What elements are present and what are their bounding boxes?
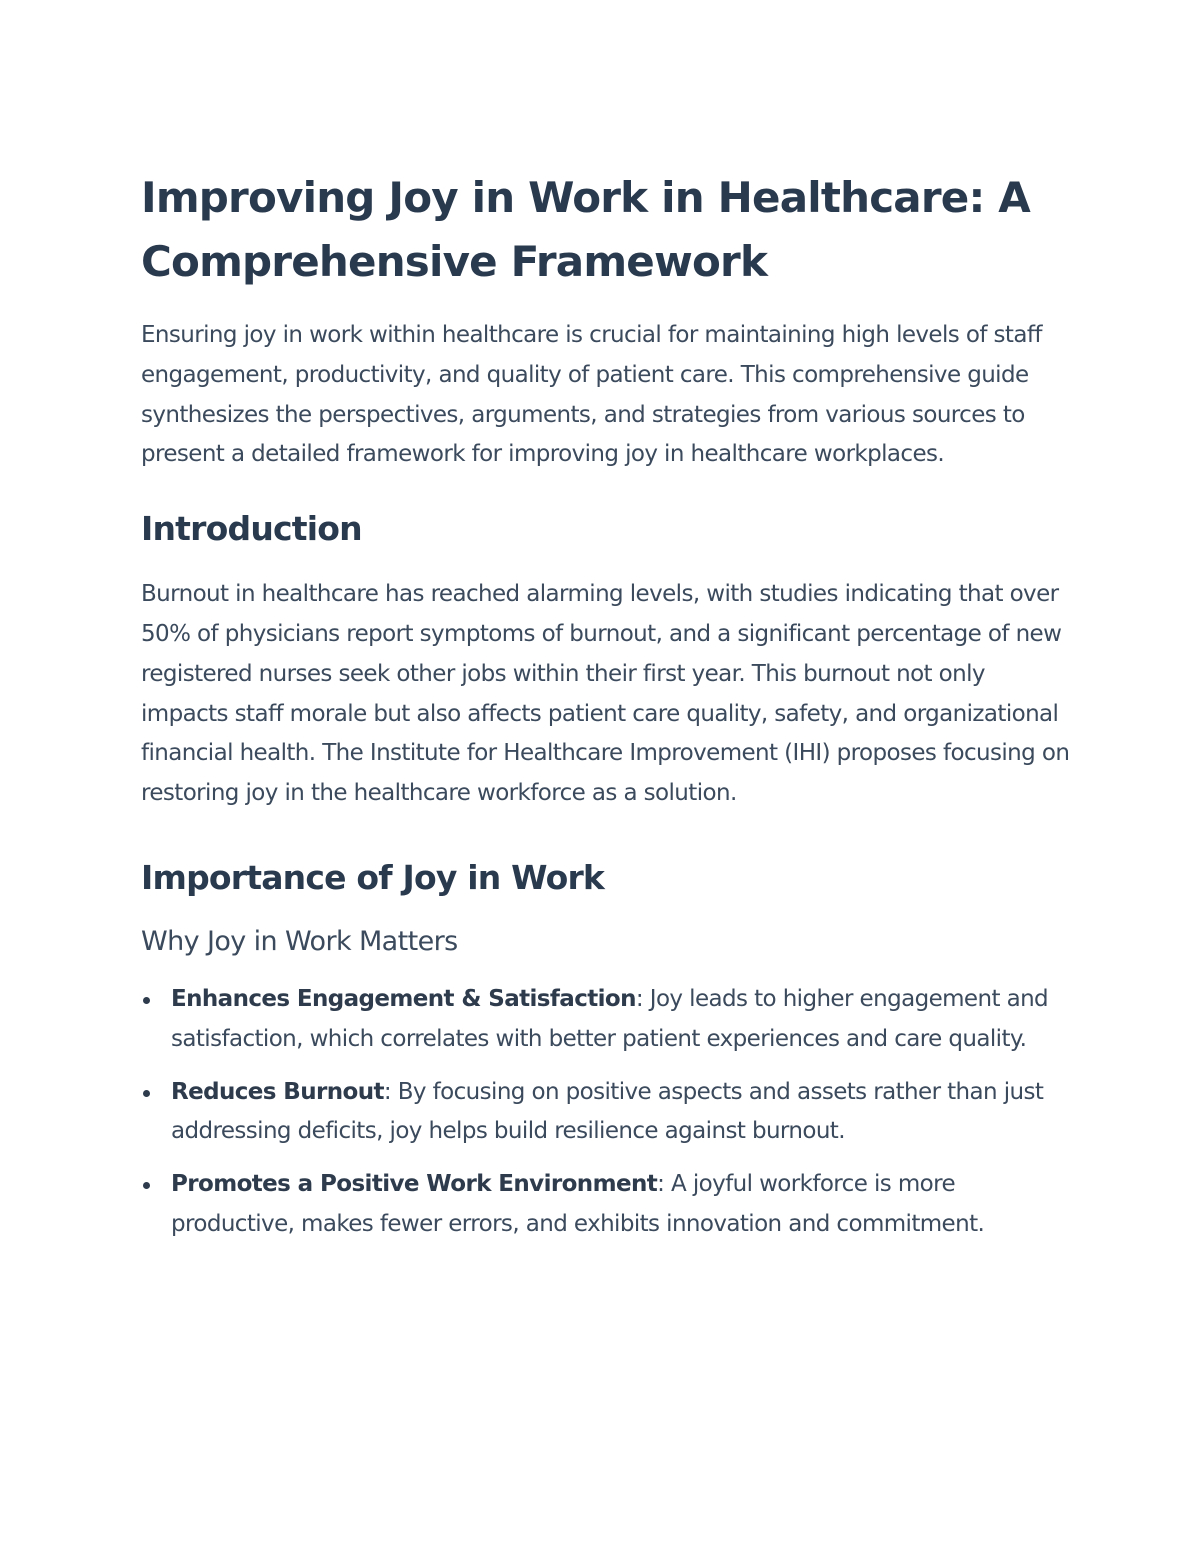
list-item-text: Joy leads to higher engagement and satisfaction, which correlates with better patient experiences and care quality. xyxy=(171,985,1049,1052)
list-item-text: By focusing on positive aspects and assets rather than just addressing deficits, joy helps build resilience against burnout. xyxy=(171,1078,1044,1145)
document-title: Improving Joy in Work in Healthcare: A Comprehensive Framework xyxy=(141,173,1030,286)
why-joy-subheading: Why Joy in Work Matters xyxy=(141,925,458,957)
list-item-term: Promotes a Positive Work Environment xyxy=(171,1171,658,1198)
intro-paragraph: Ensuring joy in work within healthcare is crucial for maintaining high levels of staff engagement, productivity, and quality of patient care. This comprehensive guide synthesizes the perspectives, arguments, and strategies from various sources to present a detailed framework for improving joy in healthcare workplaces. xyxy=(141,322,1042,468)
term-colon: : xyxy=(657,1171,671,1198)
list-item-term: Reduces Burnout xyxy=(171,1078,384,1105)
list-item-term: Enhances Engagement & Satisfaction xyxy=(171,985,636,1012)
term-colon: : xyxy=(383,1078,398,1105)
bullet-icon xyxy=(143,1090,150,1097)
list-item xyxy=(141,980,1071,1060)
list-item xyxy=(141,1165,1071,1245)
introduction-paragraph: Burnout in healthcare has reached alarming levels, with studies indicating that over 50% of physicians report symptoms of burnout, and a significant percentage of new registered nurses seek other jobs within their first year. This burnout not only impacts staff morale but also affects patient care quality, safety, and organizational financial health. The Institute for Healthcare Improvement (IHI) proposes focusing on restoring joy in the healthcare workforce as a solution. xyxy=(141,581,1070,807)
introduction-heading: Introduction xyxy=(141,509,362,549)
bullet-icon xyxy=(143,1182,150,1189)
bullet-icon xyxy=(143,997,150,1004)
document-page xyxy=(141,166,1071,1258)
list-item-text: A joyful workforce is more productive, makes fewer errors, and exhibits innovation and commitment. xyxy=(171,1171,985,1237)
benefits-list xyxy=(141,980,1071,1245)
term-colon: : xyxy=(635,985,650,1012)
importance-heading: Importance of Joy in Work xyxy=(141,857,605,897)
list-item xyxy=(141,1073,1071,1153)
